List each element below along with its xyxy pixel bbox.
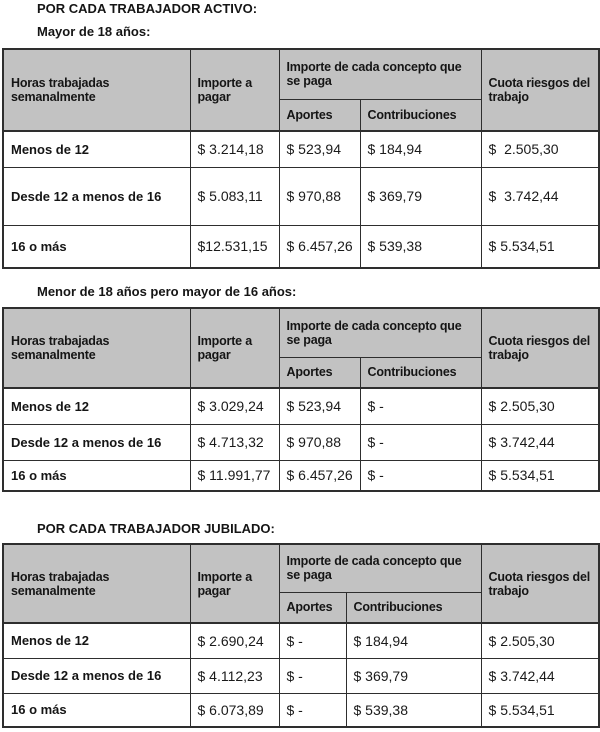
- importe-cell: $ 4.713,32: [190, 424, 279, 460]
- hours-range-cell: Menos de 12: [3, 623, 190, 658]
- table-row: [3, 623, 599, 658]
- contribuciones-header-cell: Contribuciones: [346, 592, 481, 623]
- contribuciones-header-cell: Contribuciones: [360, 99, 481, 131]
- importe-cell: $12.531,15: [190, 225, 279, 268]
- hours-range-cell: 16 o más: [3, 460, 190, 491]
- subtitle-over-18: Mayor de 18 años:: [37, 24, 151, 39]
- aportes-cell: $ 523,94: [279, 388, 360, 424]
- contribuciones-cell: $ 539,38: [346, 693, 481, 727]
- importe-cell: $ 2.690,24: [190, 623, 279, 658]
- contribuciones-cell: $ -: [360, 388, 481, 424]
- cuota-header-cell: Cuota riesgos del trabajo: [481, 544, 599, 623]
- aportes-cell: $ -: [279, 658, 346, 693]
- cuota-header-cell: Cuota riesgos del trabajo: [481, 308, 599, 388]
- section-title-retired-worker: POR CADA TRABAJADOR JUBILADO:: [37, 521, 275, 536]
- aportes-cell: $ -: [279, 623, 346, 658]
- aportes-header-cell: Aportes: [279, 592, 346, 623]
- hours-range-cell: Desde 12 a menos de 16: [3, 167, 190, 225]
- table-row: [3, 693, 599, 727]
- cuota-cell: $ 2.505,30: [481, 388, 599, 424]
- contribuciones-cell: $ 369,79: [360, 167, 481, 225]
- concept-header-cell: Importe de cada concepto que se paga: [279, 308, 481, 357]
- importe-cell: $ 5.083,11: [190, 167, 279, 225]
- contribuciones-cell: $ 369,79: [346, 658, 481, 693]
- importe-header-cell: Importe a pagar: [190, 49, 279, 131]
- contribuciones-cell: $ -: [360, 460, 481, 491]
- cuota-cell: $ 5.534,51: [481, 225, 599, 268]
- cuota-cell: $ 3.742,44: [481, 658, 599, 693]
- section-title-active-worker: POR CADA TRABAJADOR ACTIVO:: [37, 1, 258, 16]
- table-retired: [2, 543, 600, 728]
- table-active-minor: [2, 307, 600, 492]
- hours-range-cell: 16 o más: [3, 693, 190, 727]
- contribuciones-cell: $ 184,94: [346, 623, 481, 658]
- aportes-cell: $ 523,94: [279, 131, 360, 167]
- contribuciones-cell: $ -: [360, 424, 481, 460]
- hours-header-cell: Horas trabajadas semanalmente: [3, 308, 190, 388]
- concept-header-cell: Importe de cada concepto que se paga: [279, 49, 481, 99]
- table-row: [3, 167, 599, 225]
- hours-range-cell: Menos de 12: [3, 131, 190, 167]
- aportes-cell: $ 6.457,26: [279, 460, 360, 491]
- contribuciones-cell: $ 539,38: [360, 225, 481, 268]
- importe-header-cell: Importe a pagar: [190, 544, 279, 623]
- table-active-adult: [2, 48, 600, 269]
- hours-range-cell: 16 o más: [3, 225, 190, 268]
- table-row: [3, 225, 599, 268]
- importe-cell: $ 6.073,89: [190, 693, 279, 727]
- cuota-cell: $ 5.534,51: [481, 693, 599, 727]
- aportes-cell: $ 970,88: [279, 167, 360, 225]
- concept-header-cell: Importe de cada concepto que se paga: [279, 544, 481, 592]
- table-row: [3, 658, 599, 693]
- contribuciones-header-cell: Contribuciones: [360, 357, 481, 388]
- cuota-cell: $ 5.534,51: [481, 460, 599, 491]
- hours-header-cell: Horas trabajadas semanalmente: [3, 544, 190, 623]
- importe-cell: $ 3.214,18: [190, 131, 279, 167]
- importe-cell: $ 4.112,23: [190, 658, 279, 693]
- table-row: [3, 388, 599, 424]
- cuota-cell: $ 2.505,30: [481, 131, 599, 167]
- contribuciones-cell: $ 184,94: [360, 131, 481, 167]
- importe-cell: $ 3.029,24: [190, 388, 279, 424]
- table-row: [3, 424, 599, 460]
- aportes-header-cell: Aportes: [279, 99, 360, 131]
- cuota-cell: $ 3.742,44: [481, 167, 599, 225]
- aportes-header-cell: Aportes: [279, 357, 360, 388]
- subtitle-under-18-over-16: Menor de 18 años pero mayor de 16 años:: [37, 284, 297, 299]
- cuota-header-cell: Cuota riesgos del trabajo: [481, 49, 599, 131]
- importe-cell: $ 11.991,77: [190, 460, 279, 491]
- cuota-cell: $ 3.742,44: [481, 424, 599, 460]
- hours-header-cell: Horas trabajadas semanalmente: [3, 49, 190, 131]
- hours-range-cell: Desde 12 a menos de 16: [3, 658, 190, 693]
- aportes-cell: $ -: [279, 693, 346, 727]
- hours-range-cell: Desde 12 a menos de 16: [3, 424, 190, 460]
- importe-header-cell: Importe a pagar: [190, 308, 279, 388]
- table-row: [3, 460, 599, 491]
- table-row: [3, 131, 599, 167]
- aportes-cell: $ 6.457,26: [279, 225, 360, 268]
- aportes-cell: $ 970,88: [279, 424, 360, 460]
- hours-range-cell: Menos de 12: [3, 388, 190, 424]
- cuota-cell: $ 2.505,30: [481, 623, 599, 658]
